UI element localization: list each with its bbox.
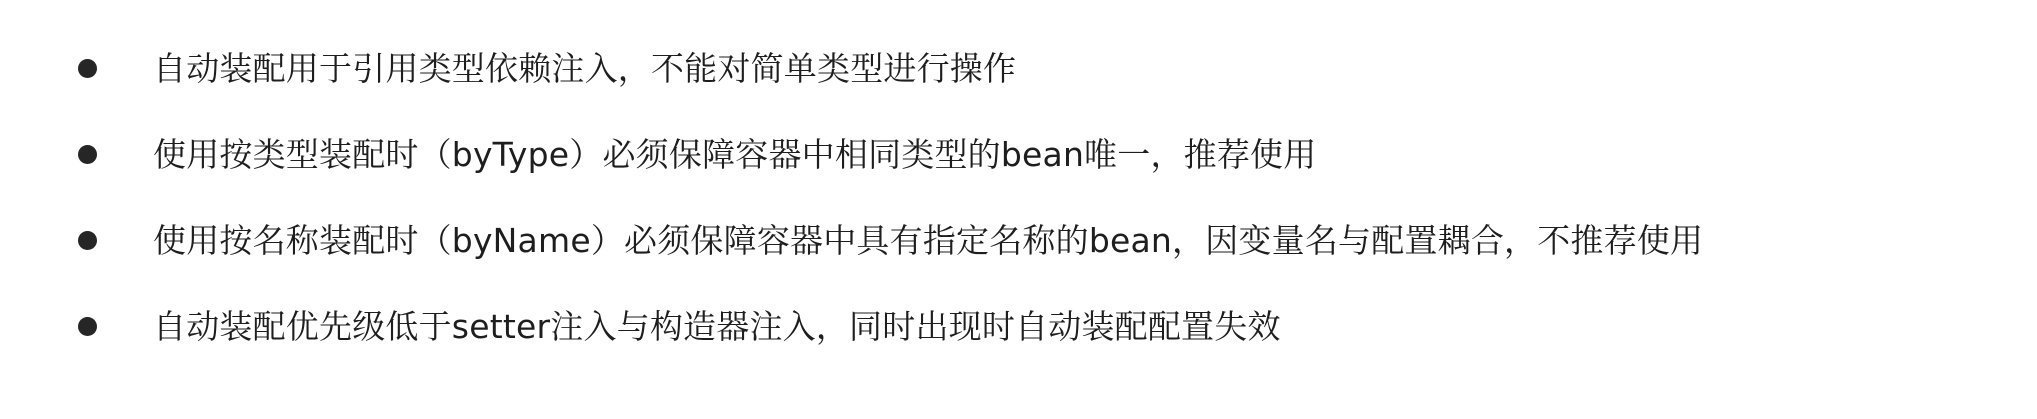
bullet-icon [78,145,97,164]
list-item [78,283,1703,369]
bullet-icon [78,59,97,78]
bullet-text: 使用按类型装配时（byType）必须保障容器中相同类型的bean唯一，推荐使用 [153,134,1317,174]
bullet-text: 自动装配优先级低于setter注入与构造器注入，同时出现时自动装配配置失效 [153,306,1281,346]
list-item [78,197,1703,283]
list-item [78,111,1703,197]
bullet-icon [78,231,97,250]
bullet-text: 使用按名称装配时（byName）必须保障容器中具有指定名称的bean，因变量名与配置耦合，不推荐使用 [153,220,1704,260]
list-item [78,25,1703,111]
bullet-icon [78,317,97,336]
bullet-text: 自动装配用于引用类型依赖注入，不能对简单类型进行操作 [153,48,1017,88]
bullet-list [78,25,1703,369]
